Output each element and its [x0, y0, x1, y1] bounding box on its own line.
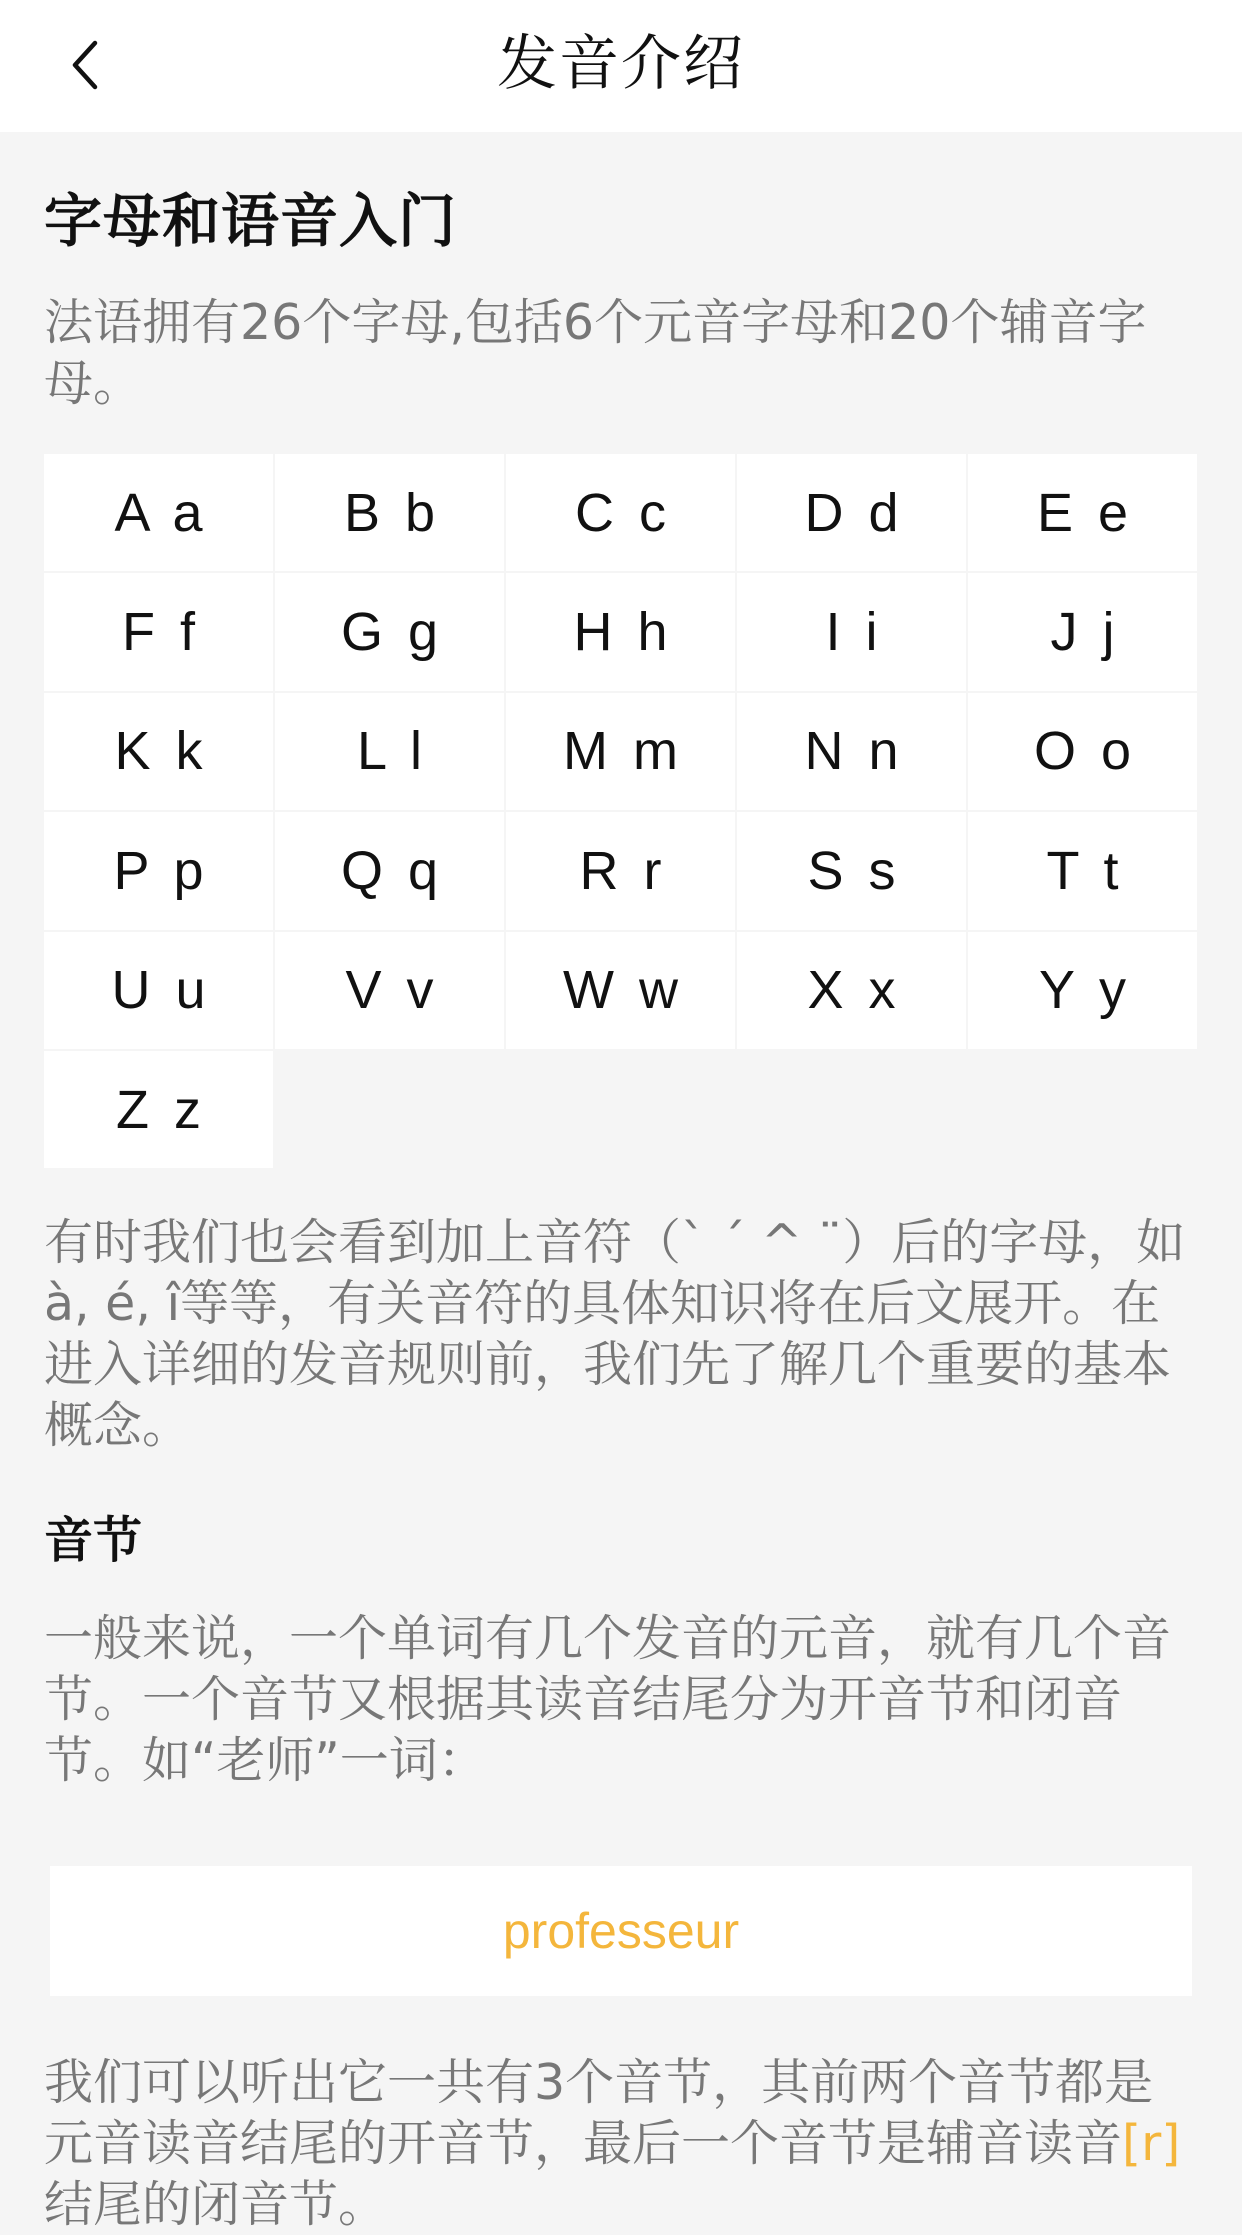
letter-cell[interactable]: P p: [44, 812, 273, 929]
letter-cell[interactable]: I i: [737, 573, 966, 690]
explanation-text: 我们可以听出它一共有3个音节，其前两个音节都是元音读音结尾的开音节，最后一个音节是辅音读音: [44, 2054, 1154, 2172]
page-title: 发音介绍: [497, 29, 745, 99]
example-word-card[interactable]: [50, 1866, 1192, 1996]
letter-cell[interactable]: H h: [506, 573, 735, 690]
letter-cell[interactable]: W w: [506, 932, 735, 1049]
alphabet-grid: [44, 454, 1198, 1168]
letter-cell[interactable]: T t: [968, 812, 1197, 929]
accent-paragraph: 有时我们也会看到加上音符（` ´ ^ ¨）后的字母，如à, é, î等等，有关音符的具体知识将在后文展开。在进入详细的发音规则前，我们先了解几个重要的基本概念。: [44, 1214, 1186, 1454]
phoneme-highlight: [r]: [1122, 2115, 1181, 2172]
letter-cell[interactable]: U u: [44, 932, 273, 1049]
letter-cell[interactable]: D d: [737, 454, 966, 571]
letter-cell[interactable]: C c: [506, 454, 735, 571]
section-title: 字母和语音入门: [44, 187, 458, 255]
letter-cell[interactable]: Z z: [44, 1051, 273, 1168]
letter-cell[interactable]: Q q: [275, 812, 504, 929]
letter-cell[interactable]: J j: [968, 573, 1197, 690]
letter-cell[interactable]: F f: [44, 573, 273, 690]
intro-paragraph: 法语拥有26个字母,包括6个元音字母和20个辅音字母。: [44, 294, 1147, 412]
letter-cell[interactable]: B b: [275, 454, 504, 571]
letter-cell[interactable]: K k: [44, 693, 273, 810]
syllable-paragraph: 一般来说，一个单词有几个发音的元音，就有几个音节。一个音节又根据其读音结尾分为开音节和闭音节。如“老师”一词：: [44, 1610, 1172, 1789]
letter-cell[interactable]: G g: [275, 573, 504, 690]
letter-cell[interactable]: Y y: [968, 932, 1197, 1049]
letter-cell[interactable]: N n: [737, 693, 966, 810]
letter-cell[interactable]: M m: [506, 693, 735, 810]
syllable-heading: 音节: [44, 1512, 143, 1569]
letter-cell[interactable]: A a: [44, 454, 273, 571]
letter-cell[interactable]: E e: [968, 454, 1197, 571]
example-word: professeur: [502, 1903, 740, 1959]
letter-cell[interactable]: S s: [737, 812, 966, 929]
explanation-tail: 结尾的闭音节。: [44, 2176, 388, 2233]
nav-bar: [0, 0, 1242, 132]
letter-cell[interactable]: L l: [275, 693, 504, 810]
letter-cell[interactable]: O o: [968, 693, 1197, 810]
letter-cell[interactable]: X x: [737, 932, 966, 1049]
letter-cell[interactable]: V v: [275, 932, 504, 1049]
letter-cell[interactable]: R r: [506, 812, 735, 929]
